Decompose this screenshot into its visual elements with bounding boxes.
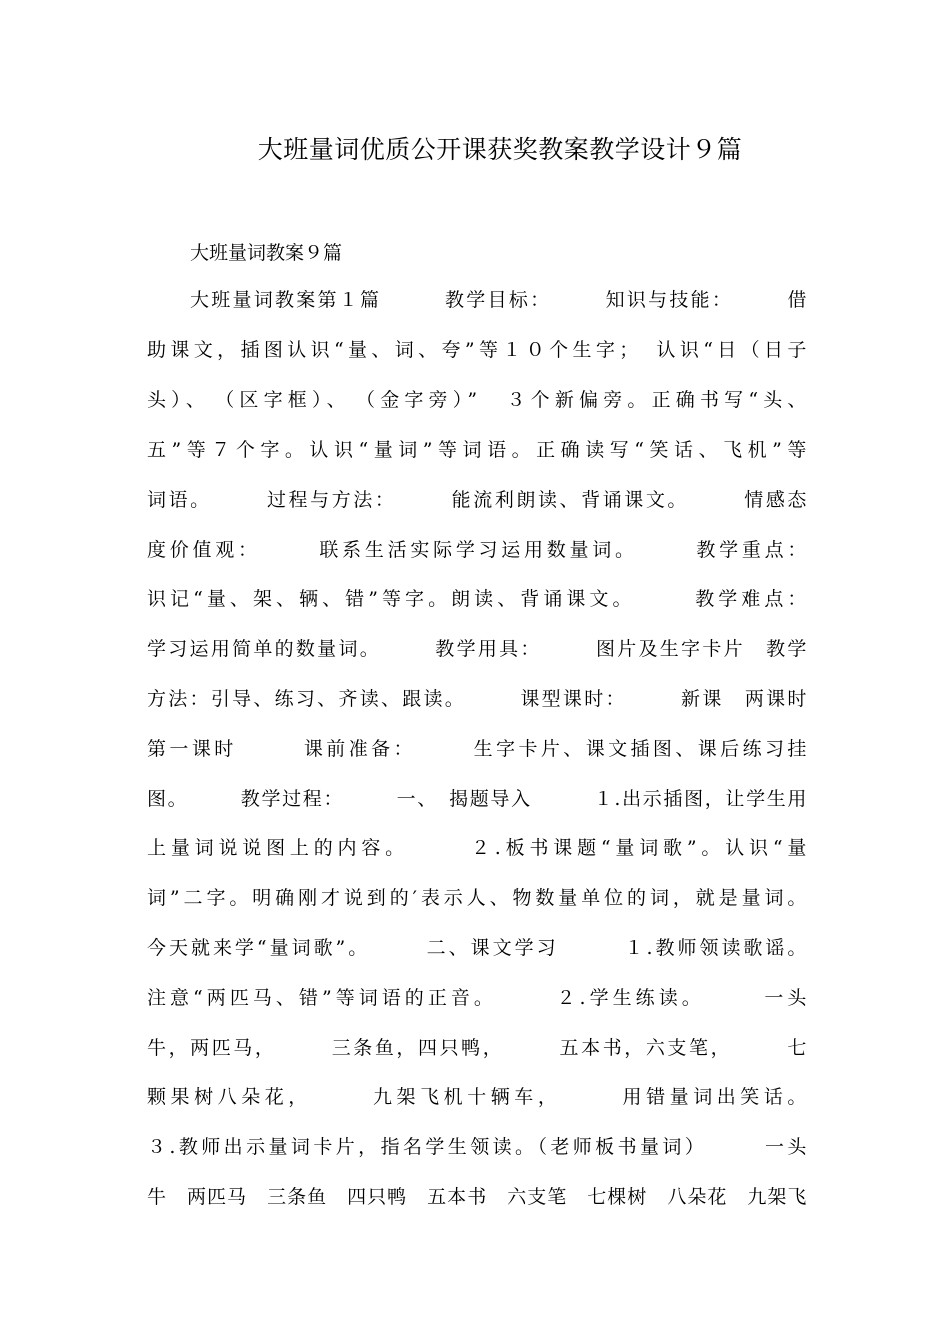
body-line: 词”二字。明确刚才说到的′表示人、物数量单位的词，就是量词。 [147, 887, 807, 909]
document-subtitle: 大班量词教案９篇 [190, 242, 343, 264]
body-line: 图。 教学过程： 一、 揭题导入 １.出示插图，让学生用 [147, 788, 807, 810]
body-line: 牛，两匹马， 三条鱼，四只鸭， 五本书，六支笔， 七 [147, 1037, 807, 1059]
body-line: 五”等７个字。认识“量词”等词语。正确读写“笑话、飞机”等 [147, 439, 807, 461]
body-line: 牛 两匹马 三条鱼 四只鸭 五本书 六支笔 七棵树 八朵花 九架飞 [147, 1186, 807, 1208]
body-line: 颗果树八朵花， 九架飞机十辆车， 用错量词出笑话。 [147, 1086, 807, 1108]
body-line: 上量词说说图上的内容。 ２.板书课题“量词歌”。认识“量 [147, 837, 807, 859]
body-line: 识记“量、架、辆、错”等字。朗读、背诵课文。 教学难点： [147, 588, 807, 610]
body-line: 助课文，插图认识“量、词、夸”等１０个生字； 认识“日（日子 [147, 339, 807, 361]
document-title: 大班量词优质公开课获奖教案教学设计９篇 [257, 135, 743, 164]
body-line: 学习运用简单的数量词。 教学用具： 图片及生字卡片 教学 [147, 638, 807, 660]
body-line: 头）、 （区字框）、 （金字旁）” ３个新偏旁。正确书写“头、 [147, 389, 807, 411]
body-line: 今天就来学“量词歌”。 二、课文学习 １.教师领读歌谣。 [147, 937, 807, 959]
body-line: 方法：引导、练习、齐读、跟读。 课型课时： 新课 两课时 [147, 688, 807, 710]
body-line: 词语。 过程与方法： 能流利朗读、背诵课文。 情感态 [147, 489, 807, 511]
body-line: 大班量词教案第１篇 教学目标： 知识与技能： 借 [190, 289, 807, 311]
body-line: ３.教师出示量词卡片，指名学生领读。（老师板书量词） 一头 [147, 1136, 807, 1158]
body-line: 度价值观： 联系生活实际学习运用数量词。 教学重点： [147, 539, 807, 561]
body-line: 第一课时 课前准备： 生字卡片、课文插图、课后练习挂 [147, 738, 807, 760]
body-line: 注意“两匹马、错”等词语的正音。 ２.学生练读。 一头 [147, 987, 807, 1009]
